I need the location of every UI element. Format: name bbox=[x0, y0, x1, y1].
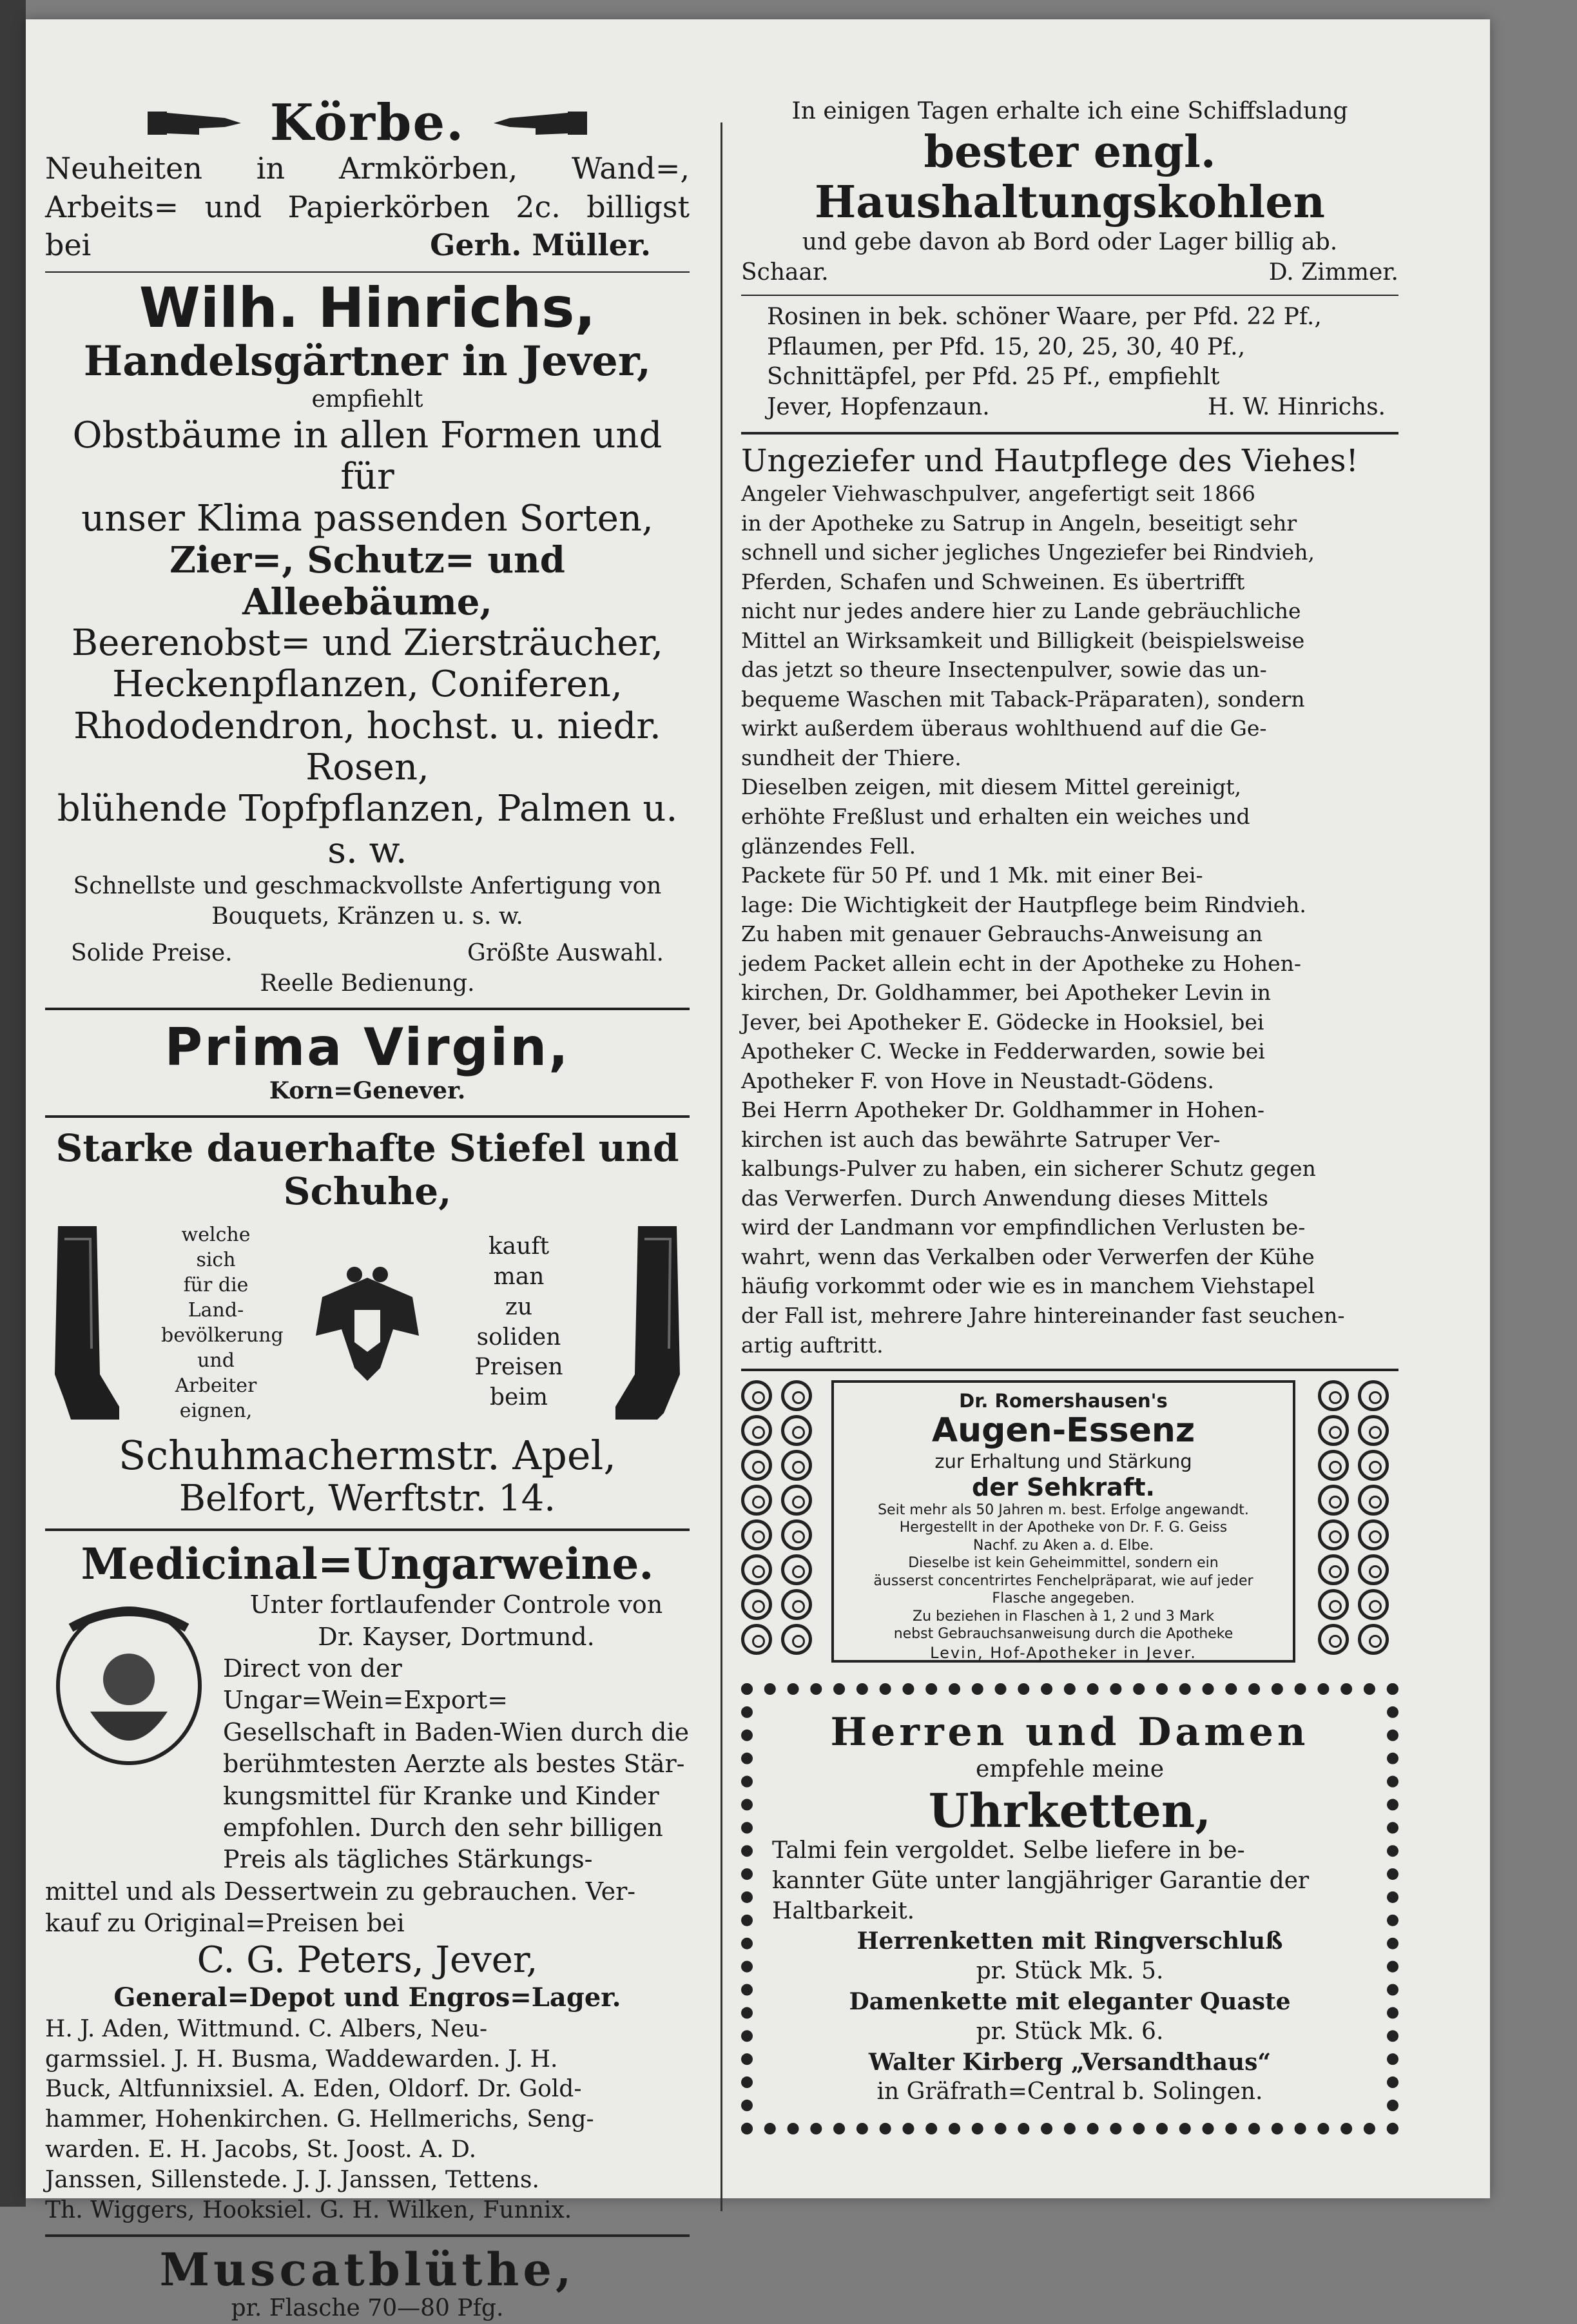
augen-line: Dieselbe ist kein Geheimmittel, sondern ein bbox=[908, 1555, 1219, 1572]
ungarwein-line: Unter fortlaufender Controle von bbox=[249, 1590, 663, 1619]
augen-line: nebst Gebrauchsanweisung durch die Apotheke bbox=[893, 1626, 1234, 1643]
augen-essenz-box bbox=[831, 1380, 1295, 1663]
vieh-line: Pferden, Schafen und Schweinen. Es übertrifft bbox=[741, 569, 1245, 594]
vieh-line: Packete für 50 Pf. und 1 Mk. mit einer Bei- bbox=[741, 863, 1203, 888]
apel-name: Schuhmachermstr. Apel, bbox=[118, 1431, 617, 1479]
augen-line: Nachf. zu Aken a. d. Elbe. bbox=[973, 1537, 1154, 1554]
vieh-line: Jever, bei Apotheker E. Gödecke in Hooksiel, bei bbox=[741, 1009, 1264, 1035]
apel-right-line: Preisen bbox=[474, 1354, 563, 1381]
wine-cherub-emblem-icon bbox=[45, 1589, 213, 1782]
hinrichs-trade: Handelsgärtner in Jever, bbox=[83, 337, 652, 386]
vieh-line: häufig vorkommt oder wie es in manchem Viehstapel bbox=[741, 1273, 1315, 1299]
column-divider bbox=[721, 122, 722, 2211]
rosinen-line: Schnittäpfel, per Pfd. 25 Pf., empfiehlt bbox=[767, 364, 1220, 391]
apel-right-line: beim bbox=[490, 1384, 548, 1411]
koerbe-seller: Gerh. Müller. bbox=[430, 228, 651, 263]
vieh-line: der Fall ist, mehrere Jahre hintereinander fast seuchen- bbox=[741, 1303, 1345, 1329]
rosinen-seller: H. W. Hinrichs. bbox=[1208, 394, 1386, 421]
vieh-line: Dieselben zeigen, mit diesem Mittel gereinigt, bbox=[741, 774, 1241, 800]
rosinen-place: Jever, Hopfenzaun. bbox=[767, 394, 990, 421]
ungarwein-line: berühmtesten Aerzte als bestes Stär- bbox=[223, 1750, 685, 1779]
hinrichs-recommends: empfiehlt bbox=[311, 386, 423, 413]
augen-sub: zur Erhaltung und Stärkung bbox=[934, 1450, 1192, 1472]
apel-address: Belfort, Werftstr. 14. bbox=[179, 1477, 556, 1519]
hinrichs-line: Heckenpflanzen, Coniferen, bbox=[112, 663, 623, 706]
apel-left-line: für die bbox=[183, 1273, 249, 1296]
hinrichs-service: Bouquets, Kränzen u. s. w. bbox=[211, 903, 523, 930]
circle-border-right-outer bbox=[1358, 1380, 1397, 1655]
vieh-line: kalbungs-Pulver zu haben, ein sicherer Schutz gegen bbox=[741, 1156, 1316, 1182]
ungarwein-agent-line: warden. E. H. Jacobs, St. Joost. A. D. bbox=[45, 2136, 477, 2163]
circle-border-right bbox=[1318, 1380, 1357, 1655]
ungarwein-line: Direct von der Ungar=Wein=Export= bbox=[223, 1654, 508, 1715]
virgin-title: Prima Virgin, bbox=[164, 1017, 570, 1078]
vieh-line: das Verwerfen. Durch Anwendung dieses Mittels bbox=[741, 1185, 1268, 1211]
ungarwein-agent-line: garmssiel. J. H. Busma, Waddewarden. J. H. bbox=[45, 2046, 558, 2073]
kohlen-line: und gebe davon ab Bord oder Lager billig ab. bbox=[802, 229, 1338, 256]
uhrketten-line: Talmi fein vergoldet. Selbe liefere in be- bbox=[772, 1837, 1245, 1864]
augen-line: Flasche angegeben. bbox=[992, 1590, 1135, 1607]
uhrketten-item: Herrenketten mit Ringverschluß bbox=[856, 1928, 1283, 1955]
apel-left-text bbox=[161, 1222, 284, 1423]
vieh-title: Ungeziefer und Hautpflege des Viehes! bbox=[741, 442, 1359, 479]
vieh-line: kirchen, Dr. Goldhammer, bei Apotheker Levin in bbox=[741, 980, 1272, 1006]
muscat-title: Muscatblüthe, bbox=[159, 2243, 576, 2297]
pointing-hand-left-icon bbox=[490, 104, 587, 142]
vieh-body bbox=[741, 479, 1398, 1360]
vieh-line: Bei Herrn Apotheker Dr. Goldhammer in Hohen- bbox=[741, 1097, 1265, 1123]
koerbe-line: Arbeits= und Papierkörben 2c. billigst bbox=[45, 189, 690, 224]
vieh-line: Zu haben mit genauer Gebrauchs-Anweisung an bbox=[741, 921, 1263, 947]
circle-border-left-inner bbox=[781, 1380, 820, 1655]
augen-purpose: der Sehkraft. bbox=[972, 1472, 1155, 1501]
vieh-line: in der Apotheke zu Satrup in Angeln, beseitigt sehr bbox=[741, 510, 1297, 536]
apel-left-line: eignen, bbox=[179, 1399, 253, 1422]
ungarwein-line: empfohlen. Durch den sehr billigen bbox=[223, 1813, 663, 1842]
apel-left-line: Arbeiter bbox=[175, 1374, 257, 1397]
ad-augen-essenz bbox=[741, 1380, 1398, 1677]
vieh-line: bequeme Waschen mit Taback-Präparaten), sondern bbox=[741, 686, 1305, 712]
hinrichs-line: Rhododendron, hochst. u. niedr. Rosen, bbox=[73, 705, 661, 789]
ad-rosinen bbox=[741, 302, 1398, 423]
uhrketten-item: Damenkette mit eleganter Quaste bbox=[849, 1988, 1291, 2016]
ungarwein-line: Dr. Kayser, Dortmund. bbox=[318, 1622, 595, 1651]
vieh-line: Mittel an Wirksamkeit und Billigkeit (beispielsweise bbox=[741, 627, 1305, 653]
hinrichs-line: Beerenobst= und Ziersträucher, bbox=[72, 621, 663, 664]
vieh-line: wahrt, wenn das Verkalben oder Verwerfen der Kühe bbox=[741, 1244, 1315, 1269]
uhrketten-line: kannter Güte unter langjähriger Garantie der bbox=[772, 1867, 1310, 1894]
uhrketten-price: pr. Stück Mk. 6. bbox=[976, 2018, 1164, 2045]
boot-image-right bbox=[612, 1220, 690, 1426]
muscat-price: pr. Flasche 70—80 Pfg. bbox=[231, 2294, 504, 2321]
augen-line: Hergestellt in der Apotheke von Dr. F. G. Geiss bbox=[899, 1519, 1228, 1536]
hinrichs-line: Zier=, Schutz= und Alleebäume, bbox=[169, 539, 565, 623]
augen-line: Seit mehr als 50 Jahren m. best. Erfolge angewandt. bbox=[878, 1501, 1249, 1518]
ungarwein-agent-line: Janssen, Sillenstede. J. J. Janssen, Tettens. bbox=[45, 2166, 539, 2193]
kohlen-seller: D. Zimmer. bbox=[1268, 259, 1398, 286]
ad-muscat bbox=[45, 2243, 690, 2323]
vieh-line: kirchen ist auch das bewährte Satruper Ver- bbox=[741, 1126, 1221, 1152]
ungarwein-line: Gesellschaft in Baden-Wien durch die bbox=[223, 1717, 690, 1746]
hinrichs-prices: Solide Preise. bbox=[71, 939, 233, 966]
apel-left-line: bevölkerung bbox=[161, 1323, 284, 1347]
vieh-line: Apotheker C. Wecke in Fedderwarden, sowie bei bbox=[741, 1039, 1265, 1064]
vieh-line: artig auftritt. bbox=[741, 1332, 884, 1358]
ad-apel bbox=[45, 1127, 690, 1519]
ad-vieh bbox=[741, 444, 1398, 1360]
circle-border-left bbox=[741, 1380, 780, 1655]
hinrichs-name: Wilh. Hinrichs, bbox=[139, 276, 596, 341]
augen-line: Levin, Hof-Apotheker in Jever. bbox=[930, 1643, 1197, 1662]
ungarwein-seller: C. G. Peters, Jever, bbox=[197, 1938, 538, 1981]
uhrketten-title: Herren und Damen bbox=[830, 1710, 1310, 1755]
hinrichs-line: blühende Topfpflanzen, Palmen u. s. w. bbox=[57, 788, 678, 872]
kohlen-place: Schaar. bbox=[741, 259, 829, 286]
augen-brand: Dr. Romershausen's bbox=[959, 1390, 1168, 1412]
uhrketten-line: Haltbarkeit. bbox=[772, 1897, 915, 1924]
vieh-line: schnell und sicher jegliches Ungeziefer bei Rindvieh, bbox=[741, 540, 1315, 565]
ungarwein-agent-line: Buck, Altfunnixsiel. A. Eden, Oldorf. Dr. Gold- bbox=[45, 2076, 582, 2103]
vieh-line: Angeler Viehwaschpulver, angefertigt seit 1866 bbox=[741, 481, 1256, 507]
hinrichs-selection: Größte Auswahl. bbox=[467, 939, 664, 966]
ungarwein-agent-line: hammer, Hohenkirchen. G. Hellmerichs, Seng- bbox=[45, 2106, 594, 2133]
apel-left-line: und bbox=[197, 1349, 235, 1372]
uhrketten-seller: Walter Kirberg „Versandthaus“ bbox=[868, 2048, 1272, 2076]
augen-title: Augen-Essenz bbox=[931, 1411, 1195, 1450]
hinrichs-line: unser Klima passenden Sorten, bbox=[81, 497, 653, 540]
apel-right-line: zu bbox=[505, 1293, 533, 1320]
ungarwein-depot: General=Depot und Engros=Lager. bbox=[113, 1982, 621, 2013]
apel-title: Starke dauerhafte Stiefel und Schuhe, bbox=[55, 1126, 679, 1213]
koerbe-prefix: bei bbox=[45, 228, 92, 263]
uhrketten-price: pr. Stück Mk. 5. bbox=[976, 1958, 1164, 1985]
ad-ungarwein bbox=[45, 1540, 690, 2225]
vieh-line: jedem Packet allein echt in der Apotheke zu Hohen- bbox=[741, 950, 1302, 976]
vieh-line: erhöhte Freßlust und erhalten ein weiches und bbox=[741, 803, 1250, 829]
ungarwein-line: kungsmittel für Kranke und Kinder bbox=[223, 1781, 659, 1810]
rosinen-line: Rosinen in bek. schöner Waare, per Pfd. 22 Pf., bbox=[767, 303, 1322, 330]
apel-right-text bbox=[464, 1232, 574, 1413]
koerbe-title: Körbe. bbox=[269, 93, 465, 152]
ad-kohlen bbox=[741, 97, 1398, 288]
virgin-sub: Korn=Genever. bbox=[269, 1077, 466, 1105]
uhrketten-place: in Gräfrath=Central b. Solingen. bbox=[876, 2078, 1263, 2105]
rosinen-line: Pflaumen, per Pfd. 15, 20, 25, 30, 40 Pf., bbox=[767, 333, 1246, 360]
augen-line: Zu beziehen in Flaschen à 1, 2 und 3 Mark bbox=[913, 1608, 1214, 1625]
boot-image-left bbox=[45, 1220, 122, 1426]
hinrichs-service: Reelle Bedienung. bbox=[260, 970, 475, 997]
uhrketten-product: Uhrketten, bbox=[928, 1782, 1212, 1838]
vieh-line: lage: Die Wichtigkeit der Hautpflege beim Rindvieh. bbox=[741, 892, 1306, 917]
hinrichs-service: Schnellste und geschmackvollste Anfertigung von bbox=[73, 873, 662, 900]
apel-left-line: welche sich bbox=[181, 1223, 251, 1271]
koerbe-line: Neuheiten in Armkörben, Wand=, bbox=[45, 150, 690, 186]
vieh-line: wirkt außerdem überaus wohlthuend auf die Ge- bbox=[741, 716, 1267, 741]
ad-koerbe bbox=[45, 93, 690, 265]
pointing-hand-right-icon bbox=[148, 104, 244, 142]
ungarwein-agent-line: H. J. Aden, Wittmund. C. Albers, Neu- bbox=[45, 2015, 488, 2042]
ad-uhrketten bbox=[741, 1683, 1398, 2134]
vieh-line: nicht nur jedes andere hier zu Lande gebräuchliche bbox=[741, 598, 1301, 624]
left-column bbox=[45, 93, 690, 2324]
vieh-line: Apotheker F. von Hove in Neustadt-Gödens. bbox=[741, 1068, 1214, 1093]
vieh-line: glänzendes Fell. bbox=[741, 833, 916, 859]
apel-right-line: kauft man bbox=[488, 1233, 550, 1291]
apel-right-line: soliden bbox=[476, 1323, 561, 1351]
kohlen-title: bester engl. Haushaltungskohlen bbox=[815, 126, 1325, 228]
eagle-emblem-icon bbox=[309, 1258, 425, 1387]
vieh-line: das jetzt so theure Insectenpulver, sowie das un- bbox=[741, 657, 1267, 683]
uhrketten-recommends: empfehle meine bbox=[975, 1756, 1164, 1783]
ungarwein-line: Preis als tägliches Stärkungs- bbox=[223, 1845, 593, 1874]
ungarwein-agent-line: Th. Wiggers, Hooksiel. G. H. Wilken, Funnix. bbox=[45, 2196, 572, 2223]
augen-line: äusserst concentrirtes Fenchelpräparat, wie auf jeder bbox=[873, 1572, 1253, 1589]
hinrichs-line: Obstbäume in allen Formen und für bbox=[72, 414, 663, 498]
vieh-line: wird der Landmann vor empfindlichen Verlusten be- bbox=[741, 1215, 1306, 1240]
kohlen-line: In einigen Tagen erhalte ich eine Schiffsladung bbox=[791, 98, 1348, 124]
ungarwein-title: Medicinal=Ungarweine. bbox=[81, 1539, 654, 1590]
ungarwein-line: mittel und als Dessertwein zu gebrauchen. Ver- bbox=[45, 1877, 636, 1906]
ad-hinrichs bbox=[45, 276, 690, 999]
ad-virgin bbox=[45, 1019, 690, 1106]
scan-left-edge bbox=[0, 0, 26, 2207]
ungarwein-line: kauf zu Original=Preisen bei bbox=[45, 1909, 405, 1938]
right-column bbox=[741, 97, 1398, 2134]
vieh-line: sundheit der Thiere. bbox=[741, 745, 962, 770]
apel-left-line: Land- bbox=[188, 1298, 244, 1322]
